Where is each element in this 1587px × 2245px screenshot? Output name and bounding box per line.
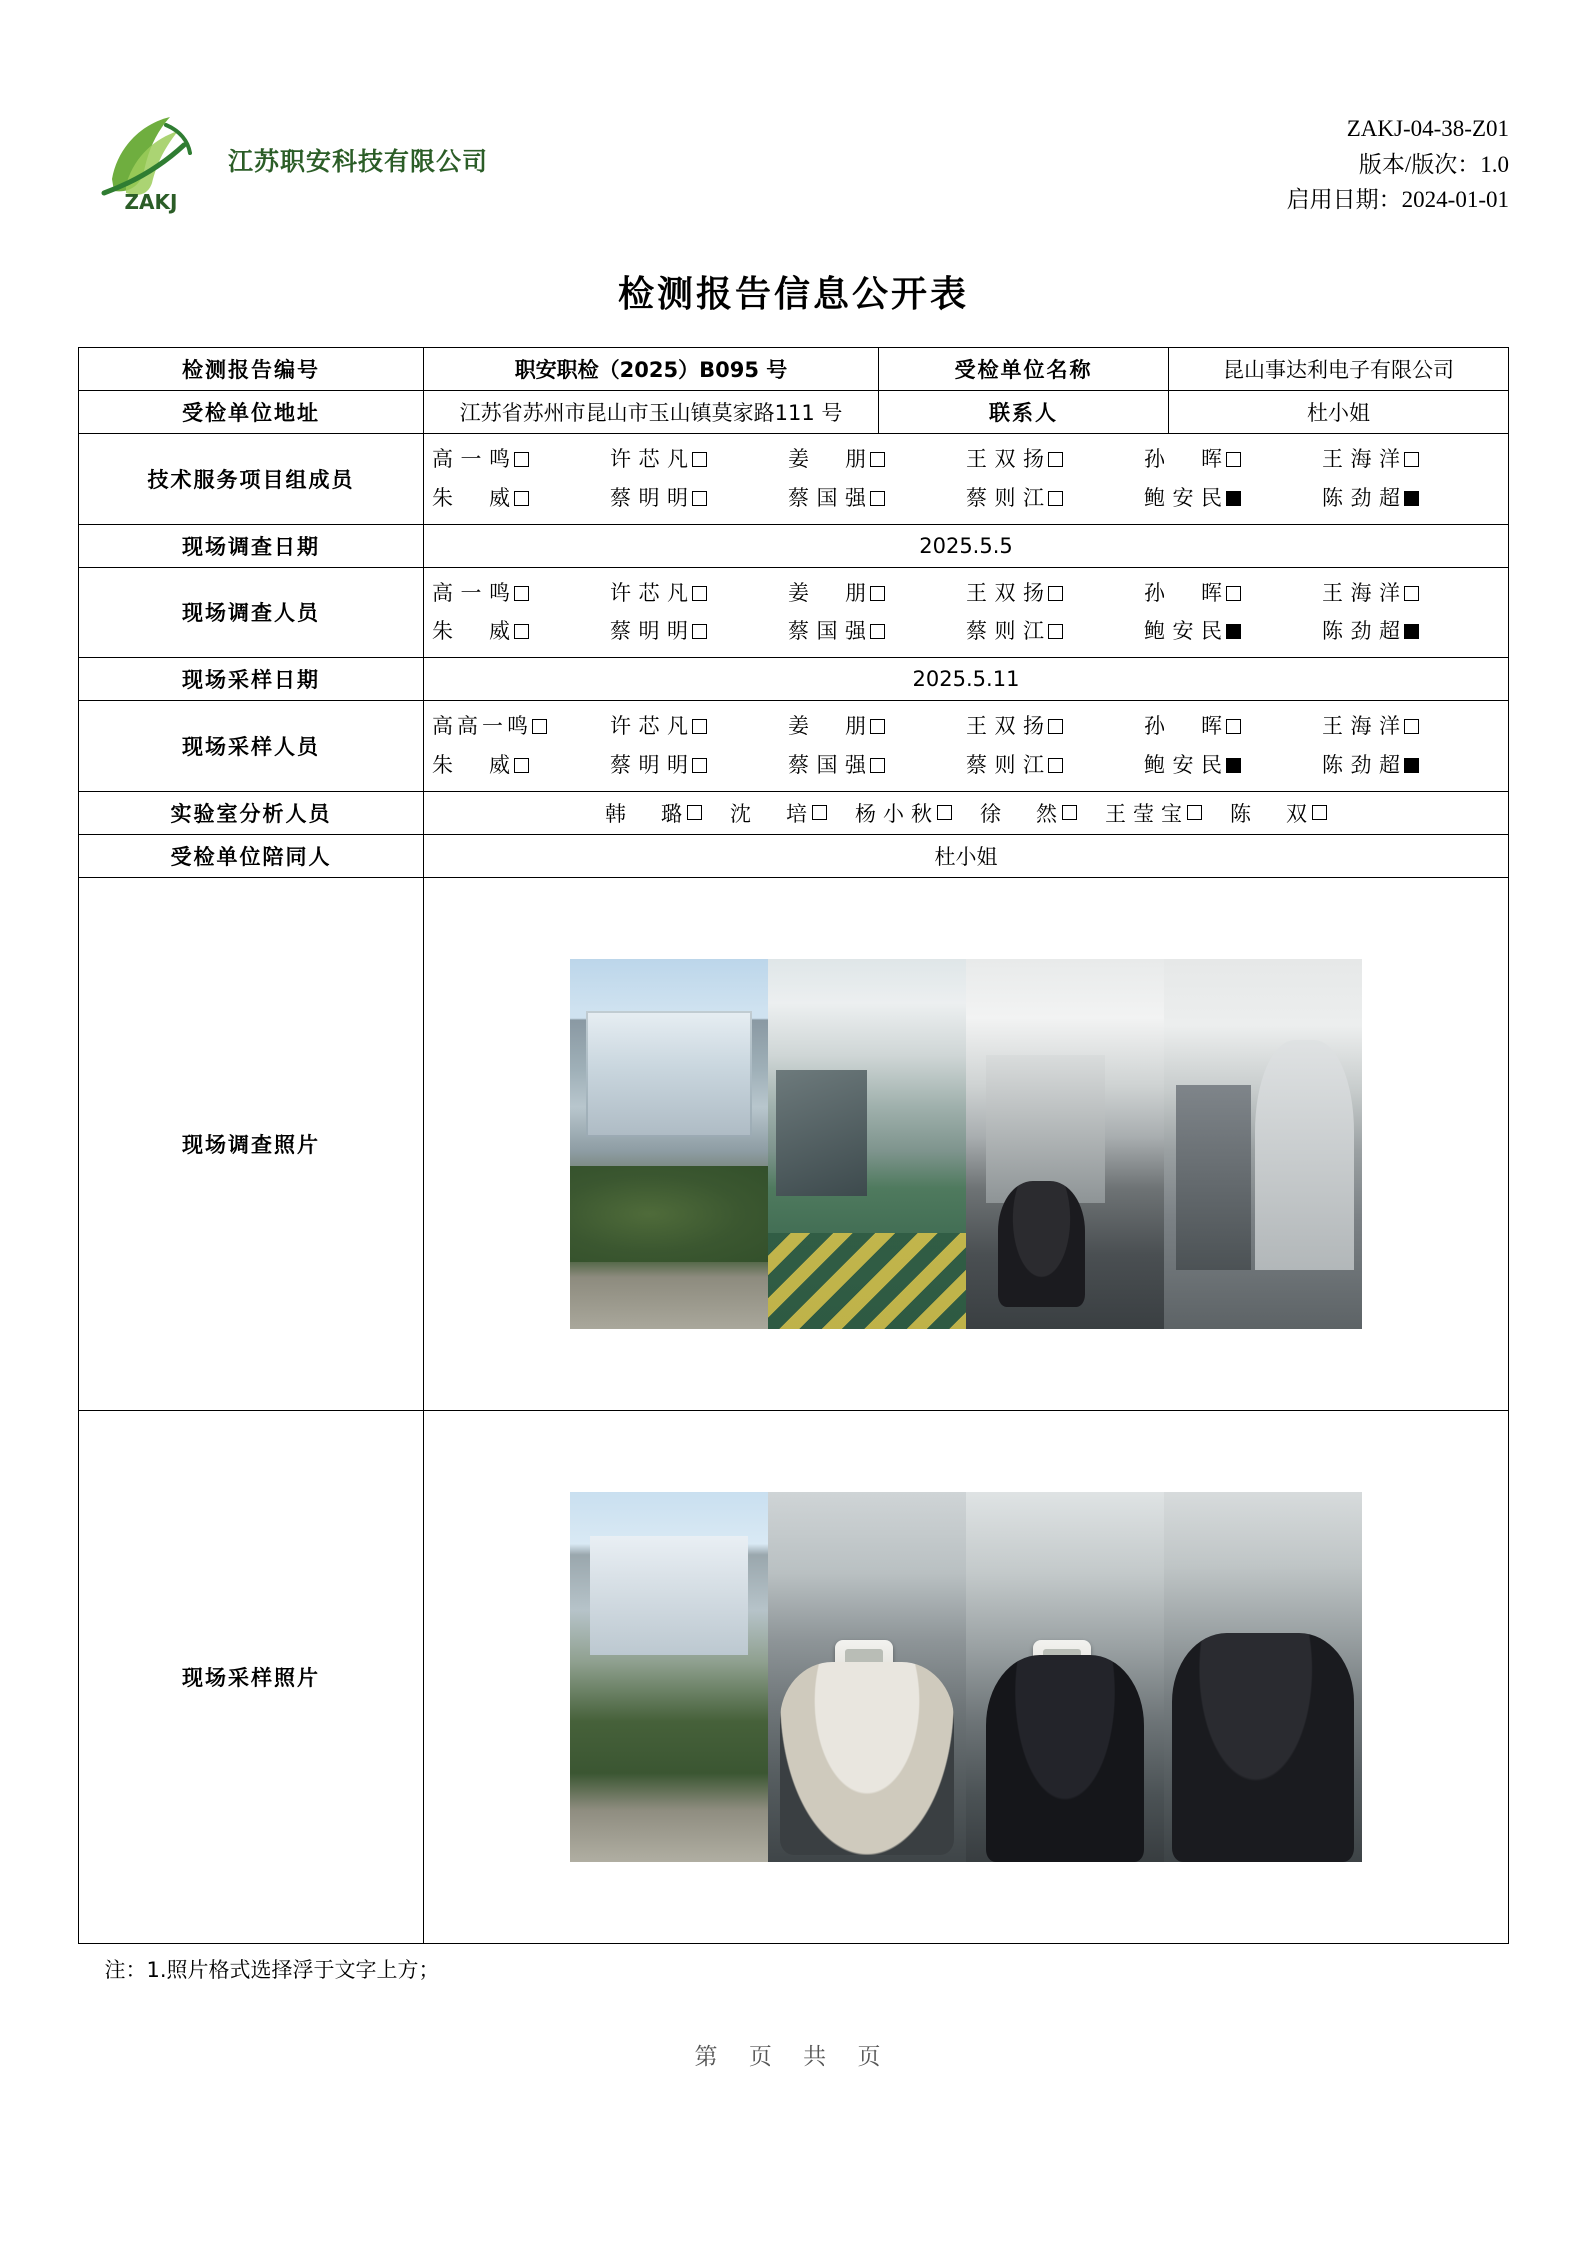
client-address-label: 受检单位地址 (79, 390, 424, 433)
person-name: 高高一鸣 (432, 714, 528, 739)
person-name: 鲍安民 (1144, 619, 1222, 644)
checkbox-icon[interactable] (1226, 719, 1241, 734)
person-name: 蔡则江 (966, 753, 1044, 778)
checkbox-checked-icon[interactable] (1404, 758, 1419, 773)
checkbox-icon[interactable] (870, 586, 885, 601)
checkbox-icon[interactable] (870, 758, 885, 773)
person-checkbox-item[interactable] (610, 612, 788, 651)
person-name: 王莹宝 (1105, 801, 1183, 826)
person-name: 姜朋 (788, 580, 866, 605)
survey-people-label: 现场调查人员 (79, 567, 424, 658)
person-name: 许芯凡 (610, 580, 688, 605)
sampling-people-label: 现场采样人员 (79, 701, 424, 792)
survey-photo-cell (424, 877, 1509, 1410)
table-row (79, 433, 1509, 524)
person-name: 陈双 (1230, 801, 1308, 826)
person-name: 韩璐 (605, 801, 683, 826)
checkbox-checked-icon[interactable] (1226, 758, 1241, 773)
checkbox-icon[interactable] (1404, 452, 1419, 467)
survey-photo-strip (432, 884, 1500, 1404)
person-checkbox-item[interactable] (980, 798, 1077, 828)
person-name: 蔡则江 (966, 619, 1044, 644)
team-label: 技术服务项目组成员 (79, 433, 424, 524)
person-checkbox-item[interactable] (610, 707, 788, 746)
document-effective-date: 启用日期：2024-01-01 (1286, 187, 1509, 213)
checkbox-icon[interactable] (514, 586, 529, 601)
checkbox-icon[interactable] (514, 624, 529, 639)
person-checkbox-item[interactable] (1322, 440, 1500, 479)
person-name: 蔡明明 (610, 485, 688, 510)
person-name: 孙晖 (1144, 580, 1222, 605)
person-checkbox-item[interactable] (610, 440, 788, 479)
person-checkbox-item[interactable] (1322, 707, 1500, 746)
person-name: 王双扬 (966, 714, 1044, 739)
checkbox-icon[interactable] (1404, 719, 1419, 734)
svg-text:ZAKJ: ZAKJ (124, 190, 178, 214)
person-checkbox-item[interactable] (432, 612, 610, 651)
person-checkbox-item[interactable] (610, 479, 788, 518)
checkbox-icon[interactable] (1062, 805, 1077, 820)
report-no-label: 检测报告编号 (79, 347, 424, 390)
person-name: 徐然 (980, 801, 1058, 826)
checkbox-icon[interactable] (692, 452, 707, 467)
person-checkbox-item[interactable] (1322, 574, 1500, 613)
person-name: 鲍安民 (1144, 485, 1222, 510)
person-checkbox-item[interactable] (966, 746, 1144, 785)
person-name: 许芯凡 (610, 714, 688, 739)
person-checkbox-item[interactable] (788, 574, 966, 613)
sampling-date-value: 2025.5.11 (424, 658, 1509, 701)
sampling-device-icon (1033, 1640, 1091, 1718)
checkbox-icon[interactable] (1048, 758, 1063, 773)
checkbox-icon[interactable] (870, 719, 885, 734)
person-checkbox-item[interactable] (432, 707, 610, 746)
person-name: 孙晖 (1144, 446, 1222, 471)
checkbox-icon[interactable] (870, 491, 885, 506)
photo-worker-at-machine (966, 959, 1164, 1329)
checkbox-checked-icon[interactable] (1226, 491, 1241, 506)
header-meta (1287, 105, 1509, 218)
person-checkbox-item[interactable] (788, 612, 966, 651)
person-checkbox-item[interactable] (730, 798, 827, 828)
person-checkbox-item[interactable] (966, 440, 1144, 479)
person-checkbox-item[interactable] (966, 479, 1144, 518)
checkbox-icon[interactable] (692, 586, 707, 601)
table-row (79, 1410, 1509, 1943)
person-checkbox-item[interactable] (855, 798, 952, 828)
person-name: 王双扬 (966, 580, 1044, 605)
person-name: 蔡国强 (788, 485, 866, 510)
checkbox-icon[interactable] (692, 624, 707, 639)
person-checkbox-item[interactable] (1322, 746, 1500, 785)
table-row (79, 390, 1509, 433)
person-name: 陈劲超 (1322, 485, 1400, 510)
checkbox-icon[interactable] (532, 719, 547, 734)
person-checkbox-item[interactable] (432, 440, 610, 479)
person-name: 杨小秋 (855, 801, 933, 826)
person-name: 陈劲超 (1322, 753, 1400, 778)
person-name: 朱威 (432, 619, 510, 644)
person-checkbox-item[interactable] (432, 746, 610, 785)
person-name: 沈培 (730, 801, 808, 826)
person-checkbox-item[interactable] (610, 574, 788, 613)
table-row (79, 834, 1509, 877)
person-checkbox-item[interactable] (1144, 746, 1322, 785)
photo-workshop-floor (768, 959, 966, 1329)
table-row (79, 877, 1509, 1410)
checkbox-icon[interactable] (1048, 586, 1063, 601)
photo-factory-exterior (570, 959, 768, 1329)
lab-people-cell (424, 791, 1509, 834)
document-code: ZAKJ-04-38-Z01 (1346, 116, 1509, 141)
company-logo-icon (92, 105, 210, 215)
checkbox-checked-icon[interactable] (1404, 491, 1419, 506)
person-name: 王海洋 (1322, 580, 1400, 605)
person-name: 高一鸣 (432, 580, 510, 605)
checkbox-icon[interactable] (1048, 452, 1063, 467)
checkbox-icon[interactable] (1226, 452, 1241, 467)
table-row (79, 658, 1509, 701)
person-checkbox-item[interactable] (1144, 479, 1322, 518)
header-brand (92, 105, 488, 215)
sampling-date-label: 现场采样日期 (79, 658, 424, 701)
contact-label: 联系人 (879, 390, 1169, 433)
contact-value: 杜小姐 (1169, 390, 1509, 433)
person-checkbox-item[interactable] (1230, 798, 1327, 828)
page-footer: 第 页 共 页 (694, 2043, 893, 2070)
person-name: 许芯凡 (610, 446, 688, 471)
person-name: 朱威 (432, 485, 510, 510)
sampling-device-icon (835, 1640, 893, 1718)
sampling-photo-cell (424, 1410, 1509, 1943)
table-row (79, 567, 1509, 658)
photo-sampling-machine-side (966, 1492, 1164, 1862)
table-row (79, 791, 1509, 834)
escort-value: 杜小姐 (424, 834, 1509, 877)
checkbox-icon[interactable] (692, 719, 707, 734)
table-row (79, 347, 1509, 390)
checkbox-icon[interactable] (514, 758, 529, 773)
person-checkbox-item[interactable] (1322, 479, 1500, 518)
person-name: 孙晖 (1144, 714, 1222, 739)
checkbox-icon[interactable] (514, 452, 529, 467)
client-name-value: 昆山事达利电子有限公司 (1169, 347, 1509, 390)
checkbox-checked-icon[interactable] (1404, 624, 1419, 639)
checkbox-icon[interactable] (514, 491, 529, 506)
lab-people-label: 实验室分析人员 (79, 791, 424, 834)
person-name: 朱威 (432, 753, 510, 778)
person-name: 蔡则江 (966, 485, 1044, 510)
person-checkbox-item[interactable] (1144, 612, 1322, 651)
table-row (79, 701, 1509, 792)
person-checkbox-item[interactable] (432, 574, 610, 613)
checkbox-icon[interactable] (692, 491, 707, 506)
person-checkbox-item[interactable] (610, 746, 788, 785)
person-checkbox-item[interactable] (966, 612, 1144, 651)
escort-label: 受检单位陪同人 (79, 834, 424, 877)
page-title: 检测报告信息公开表 (617, 273, 969, 315)
person-checkbox-item[interactable] (1144, 440, 1322, 479)
page-header (0, 0, 1587, 218)
checkbox-icon[interactable] (937, 805, 952, 820)
survey-people-cell (424, 567, 1509, 658)
report-info-table (78, 347, 1509, 1944)
table-row (79, 524, 1509, 567)
survey-date-value: 2025.5.5 (424, 524, 1509, 567)
person-name: 王海洋 (1322, 446, 1400, 471)
photo-sampling-back-view (768, 1492, 966, 1862)
company-name: 江苏职安科技有限公司 (228, 147, 489, 176)
client-name-label: 受检单位名称 (879, 347, 1169, 390)
person-checkbox-item[interactable] (788, 440, 966, 479)
person-checkbox-item[interactable] (966, 574, 1144, 613)
person-name: 蔡国强 (788, 753, 866, 778)
client-address-value: 江苏省苏州市昆山市玉山镇莫家路111 号 (424, 390, 879, 433)
checkbox-checked-icon[interactable] (1226, 624, 1241, 639)
person-name: 高一鸣 (432, 446, 510, 471)
checkbox-icon[interactable] (1312, 805, 1327, 820)
checkbox-icon[interactable] (687, 805, 702, 820)
checkbox-icon[interactable] (1048, 719, 1063, 734)
checkbox-icon[interactable] (1404, 586, 1419, 601)
person-checkbox-item[interactable] (788, 707, 966, 746)
checkbox-icon[interactable] (1226, 586, 1241, 601)
photo-worker-boxing (1164, 959, 1362, 1329)
checkbox-icon[interactable] (870, 452, 885, 467)
sampling-photo-strip (432, 1417, 1500, 1937)
person-name: 蔡国强 (788, 619, 866, 644)
checkbox-icon[interactable] (870, 624, 885, 639)
person-name: 王双扬 (966, 446, 1044, 471)
person-checkbox-item[interactable] (432, 479, 610, 518)
person-name: 陈劲超 (1322, 619, 1400, 644)
sampling-people-cell (424, 701, 1509, 792)
survey-date-label: 现场调查日期 (79, 524, 424, 567)
checkbox-icon[interactable] (692, 758, 707, 773)
person-checkbox-item[interactable] (1144, 707, 1322, 746)
photo-sampling-operator (1164, 1492, 1362, 1862)
person-name: 王海洋 (1322, 714, 1400, 739)
photo-factory-exterior-2 (570, 1492, 768, 1862)
person-checkbox-item[interactable] (1105, 798, 1202, 828)
team-members-cell (424, 433, 1509, 524)
report-no-value: 职安职检（2025）B095 号 (424, 347, 879, 390)
person-name: 姜朋 (788, 714, 866, 739)
person-checkbox-item[interactable] (788, 746, 966, 785)
person-checkbox-item[interactable] (788, 479, 966, 518)
person-name: 蔡明明 (610, 619, 688, 644)
person-checkbox-item[interactable] (605, 798, 702, 828)
checkbox-icon[interactable] (1048, 624, 1063, 639)
person-checkbox-item[interactable] (966, 707, 1144, 746)
person-name: 鲍安民 (1144, 753, 1222, 778)
table-note: 注：1.照片格式选择浮于文字上方； (104, 1957, 440, 1982)
document-version: 版本/版次：1.0 (1358, 151, 1509, 177)
person-checkbox-item[interactable] (1322, 612, 1500, 651)
survey-photo-label: 现场调查照片 (79, 877, 424, 1410)
checkbox-icon[interactable] (1048, 491, 1063, 506)
sampling-device-icon (1231, 1640, 1289, 1718)
checkbox-icon[interactable] (812, 805, 827, 820)
person-name: 蔡明明 (610, 753, 688, 778)
person-name: 姜朋 (788, 446, 866, 471)
person-checkbox-item[interactable] (1144, 574, 1322, 613)
sampling-photo-label: 现场采样照片 (79, 1410, 424, 1943)
checkbox-icon[interactable] (1187, 805, 1202, 820)
